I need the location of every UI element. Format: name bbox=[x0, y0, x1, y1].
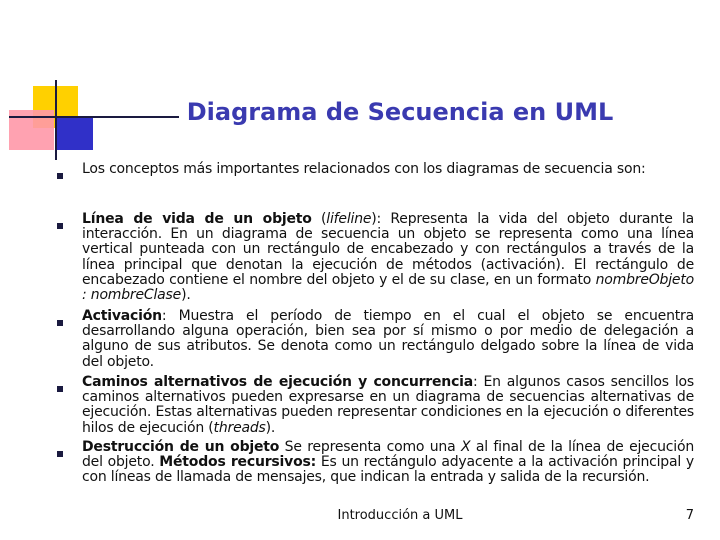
bullet-text: Caminos alternativos de ejecución y concurrencia: En algunos casos sencillos los caminos alternativos pueden expresarse en un diagrama de secuencias alternativas de ejecución. Estas alternativas pueden representar condiciones en la ejecución o diferentes hilos de ejecución (threads). bbox=[82, 374, 694, 436]
term-destruccion: Destrucción de un objeto bbox=[82, 439, 280, 455]
footer-text: Introducción a UML bbox=[337, 508, 463, 523]
bullet-text: Línea de vida de un objeto (lifeline): Representa la vida del objeto durante la interacción. En un diagrama de secuencia un objeto se representa como una línea vertical punteada con un rectángulo de encabezado y con rectángulos a través de la línea principal que denotan la ejecución de métodos (activación). El rectángulo de encabezado contiene el nombre del objeto y el de su clase, en un formato nombreObjeto : nombreClase). bbox=[82, 211, 695, 304]
term-metodos-recursivos: Métodos recursivos: bbox=[159, 454, 317, 471]
term-caminos: Caminos alternativos de ejecución y concurrencia bbox=[82, 374, 474, 390]
decor-vertical-line bbox=[55, 80, 57, 160]
square-bullet-icon bbox=[57, 173, 63, 179]
term-lifeline: Línea de vida de un objeto bbox=[82, 211, 312, 227]
format-example: nombreObjeto : nombreClase bbox=[82, 271, 694, 304]
square-bullet-icon bbox=[57, 451, 63, 457]
decor-blue-square bbox=[55, 118, 93, 150]
square-bullet-icon bbox=[57, 320, 63, 326]
square-bullet-icon bbox=[57, 386, 63, 392]
bullet-text: Destrucción de un objeto Se representa como una X al final de la línea de ejecución del objeto. Métodos recursivos: Es un rectángulo adyacente a la activación principal y con líneas de llamada de mensajes, que indican la entrada y salida de la recursión. bbox=[82, 439, 694, 486]
square-bullet-icon bbox=[57, 223, 63, 229]
bullet-text: Activación: Muestra el período de tiempo en el cual el objeto se encuentra desarrollando alguna operación, bien sea por sí mismo o por medio de delegación a alguno de sus atributos. Se denota como un rectángulo delgado sobre la línea de vida del objeto. bbox=[82, 308, 694, 370]
page-number: 7 bbox=[685, 508, 694, 523]
slide-title: Diagrama de Secuencia en UML bbox=[186, 98, 614, 126]
term-activacion: Activación bbox=[82, 308, 162, 324]
bullet-text: Los conceptos más importantes relacionados con los diagramas de secuencia son: bbox=[82, 161, 646, 177]
